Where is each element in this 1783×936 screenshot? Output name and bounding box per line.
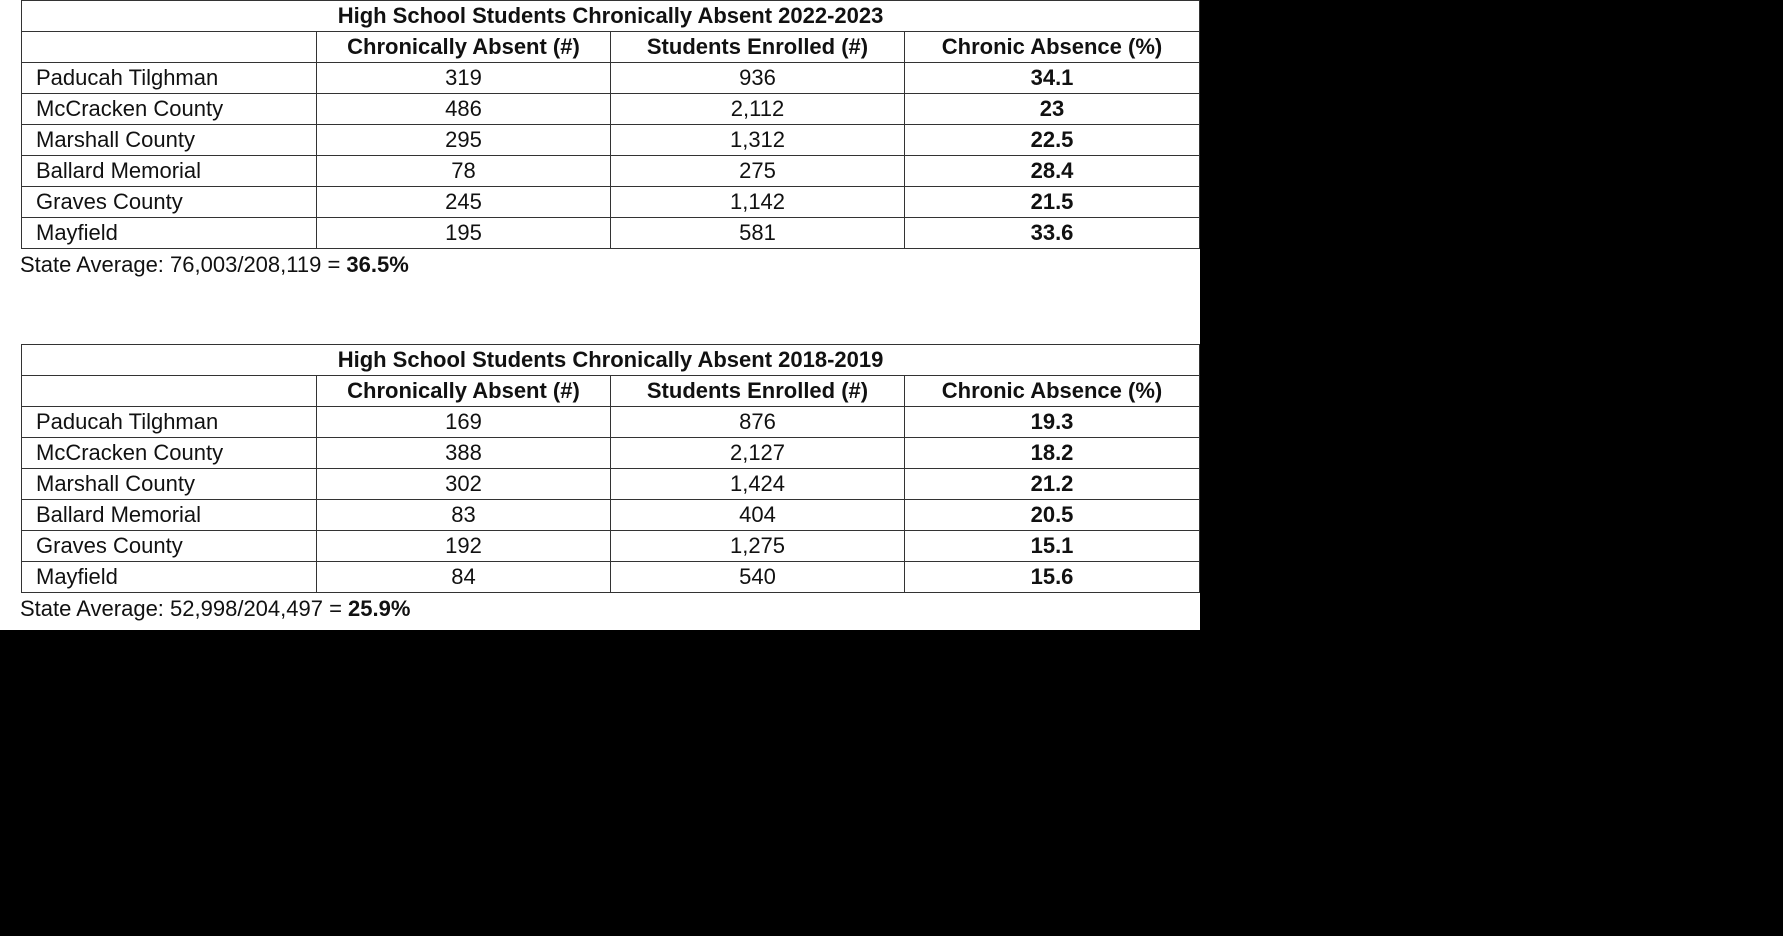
absent-count: 83 xyxy=(317,500,611,531)
enrolled-count: 1,142 xyxy=(611,187,905,218)
absence-pct: 28.4 xyxy=(905,156,1200,187)
state-average-note xyxy=(20,595,1198,623)
header-students-enrolled: Students Enrolled (#) xyxy=(611,32,905,63)
absence-table-2018-2019 xyxy=(21,344,1200,593)
school-name: Marshall County xyxy=(22,125,317,156)
table-row xyxy=(22,63,1200,94)
absent-count: 84 xyxy=(317,562,611,593)
enrolled-count: 2,127 xyxy=(611,438,905,469)
absence-table-block-2018-2019 xyxy=(21,344,1199,623)
absence-pct: 21.2 xyxy=(905,469,1200,500)
school-name: Graves County xyxy=(22,187,317,218)
header-school xyxy=(22,376,317,407)
table-title: High School Students Chronically Absent 2022-2023 xyxy=(22,1,1200,32)
absence-pct: 19.3 xyxy=(905,407,1200,438)
school-name: Marshall County xyxy=(22,469,317,500)
state-average-value: 25.9% xyxy=(348,596,411,621)
table-row xyxy=(22,94,1200,125)
table-row xyxy=(22,500,1200,531)
table-header-row xyxy=(22,376,1200,407)
absence-pct: 33.6 xyxy=(905,218,1200,249)
enrolled-count: 275 xyxy=(611,156,905,187)
table-row xyxy=(22,218,1200,249)
absent-count: 169 xyxy=(317,407,611,438)
absence-pct: 34.1 xyxy=(905,63,1200,94)
school-name: Paducah Tilghman xyxy=(22,63,317,94)
absence-pct: 23 xyxy=(905,94,1200,125)
enrolled-count: 404 xyxy=(611,500,905,531)
absence-pct: 21.5 xyxy=(905,187,1200,218)
table-row xyxy=(22,531,1200,562)
school-name: Graves County xyxy=(22,531,317,562)
state-average-note xyxy=(20,251,1198,279)
table-row xyxy=(22,469,1200,500)
enrolled-count: 540 xyxy=(611,562,905,593)
enrolled-count: 936 xyxy=(611,63,905,94)
table-header-row xyxy=(22,32,1200,63)
header-chronically-absent: Chronically Absent (#) xyxy=(317,32,611,63)
header-students-enrolled: Students Enrolled (#) xyxy=(611,376,905,407)
table-title: High School Students Chronically Absent 2018-2019 xyxy=(22,345,1200,376)
enrolled-count: 2,112 xyxy=(611,94,905,125)
enrolled-count: 581 xyxy=(611,218,905,249)
absence-pct: 22.5 xyxy=(905,125,1200,156)
school-name: Ballard Memorial xyxy=(22,156,317,187)
school-name: Mayfield xyxy=(22,562,317,593)
table-title-row xyxy=(22,1,1200,32)
state-average-label: State Average: 76,003/208,119 = xyxy=(20,252,347,277)
table-row xyxy=(22,187,1200,218)
school-name: Ballard Memorial xyxy=(22,500,317,531)
absence-pct: 15.1 xyxy=(905,531,1200,562)
table-title-row xyxy=(22,345,1200,376)
table-row xyxy=(22,407,1200,438)
absent-count: 192 xyxy=(317,531,611,562)
absent-count: 78 xyxy=(317,156,611,187)
state-average-value: 36.5% xyxy=(346,252,409,277)
absence-pct: 15.6 xyxy=(905,562,1200,593)
table-row xyxy=(22,125,1200,156)
absent-count: 295 xyxy=(317,125,611,156)
absent-count: 319 xyxy=(317,63,611,94)
enrolled-count: 1,312 xyxy=(611,125,905,156)
document-page xyxy=(0,0,1200,630)
school-name: Mayfield xyxy=(22,218,317,249)
table-row xyxy=(22,438,1200,469)
table-row xyxy=(22,156,1200,187)
table-row xyxy=(22,562,1200,593)
absent-count: 195 xyxy=(317,218,611,249)
absent-count: 302 xyxy=(317,469,611,500)
enrolled-count: 876 xyxy=(611,407,905,438)
header-chronically-absent: Chronically Absent (#) xyxy=(317,376,611,407)
school-name: McCracken County xyxy=(22,438,317,469)
header-chronic-absence-pct: Chronic Absence (%) xyxy=(905,32,1200,63)
enrolled-count: 1,424 xyxy=(611,469,905,500)
absent-count: 486 xyxy=(317,94,611,125)
school-name: Paducah Tilghman xyxy=(22,407,317,438)
school-name: McCracken County xyxy=(22,94,317,125)
absent-count: 388 xyxy=(317,438,611,469)
enrolled-count: 1,275 xyxy=(611,531,905,562)
absence-table-block-2022-2023 xyxy=(21,0,1199,279)
absence-pct: 18.2 xyxy=(905,438,1200,469)
header-school xyxy=(22,32,317,63)
absent-count: 245 xyxy=(317,187,611,218)
header-chronic-absence-pct: Chronic Absence (%) xyxy=(905,376,1200,407)
absence-pct: 20.5 xyxy=(905,500,1200,531)
absence-table-2022-2023 xyxy=(21,0,1200,249)
state-average-label: State Average: 52,998/204,497 = xyxy=(20,596,349,621)
